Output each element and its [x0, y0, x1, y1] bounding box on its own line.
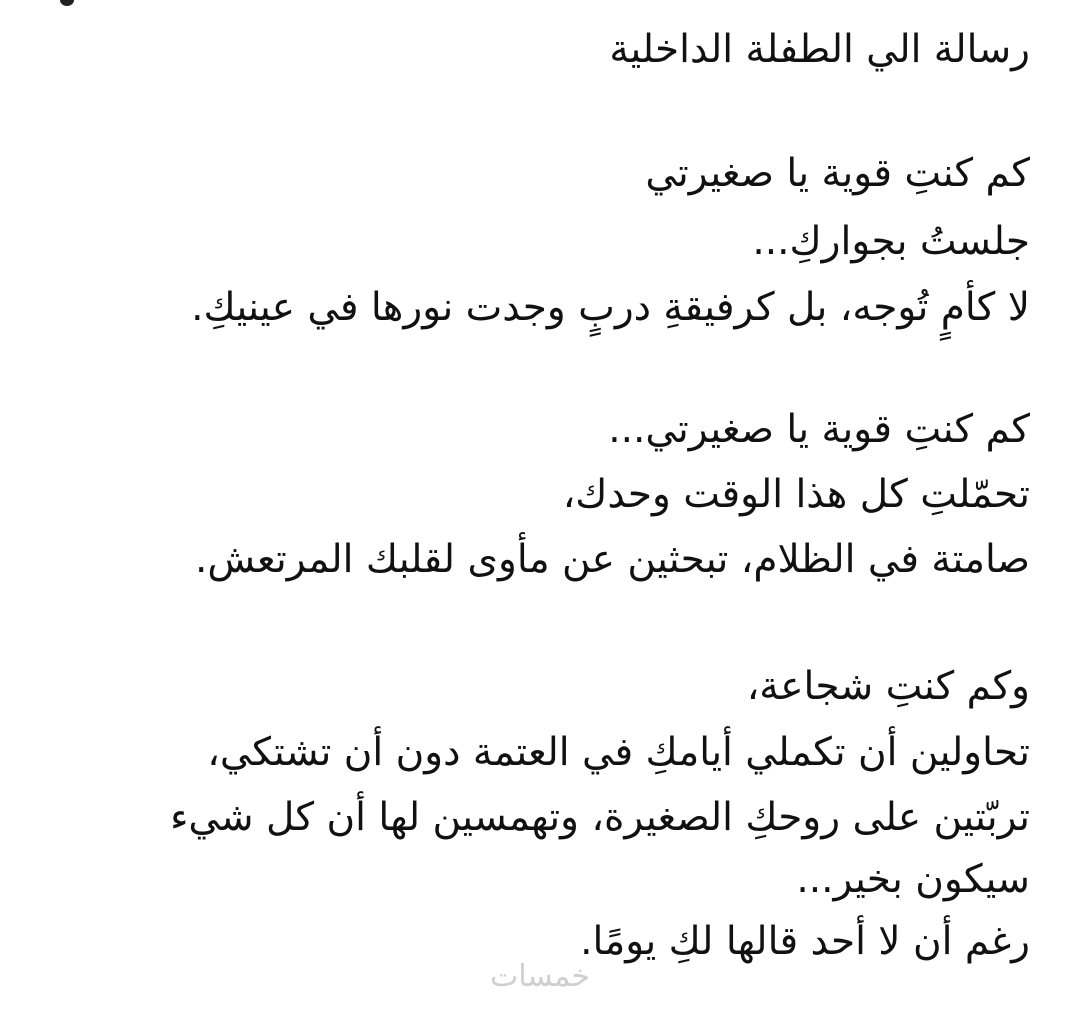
letter-title: رسالة الي الطفلة الداخلية: [609, 27, 1030, 72]
stanza-3-line-3: تربّتين على روحكِ الصغيرة، وتهمسين لها أن كل شيء: [170, 795, 1030, 840]
stanza-3-line-4: سيكون بخير...: [796, 857, 1030, 902]
stanza-2-line-3: صامتة في الظلام، تبحثين عن مأوى لقلبك المرتعش.: [194, 537, 1030, 582]
stanza-1-line-2: جلستُ بجواركِ...: [752, 219, 1030, 264]
stanza-3-line-2: تحاولين أن تكملي أيامكِ في العتمة دون أن تشتكي،: [207, 730, 1030, 775]
top-corner-dot: [60, 0, 74, 6]
stanza-3-line-5: رغم أن لا أحد قالها لكِ يومًا.: [580, 919, 1030, 964]
stanza-2-line-2: تحمّلتِ كل هذا الوقت وحدك،: [562, 472, 1030, 517]
stanza-1-line-1: كم كنتِ قوية يا صغيرتي: [645, 151, 1030, 196]
stanza-3-line-1: وكم كنتِ شجاعة،: [746, 664, 1030, 709]
stanza-1-line-3: لا كأمٍ تُوجه، بل كرفيقةِ دربٍ وجدت نورها في عينيكِ.: [191, 285, 1030, 330]
stanza-2-line-1: كم كنتِ قوية يا صغيرتي...: [608, 407, 1030, 452]
watermark-logo: خمسات: [489, 959, 591, 994]
